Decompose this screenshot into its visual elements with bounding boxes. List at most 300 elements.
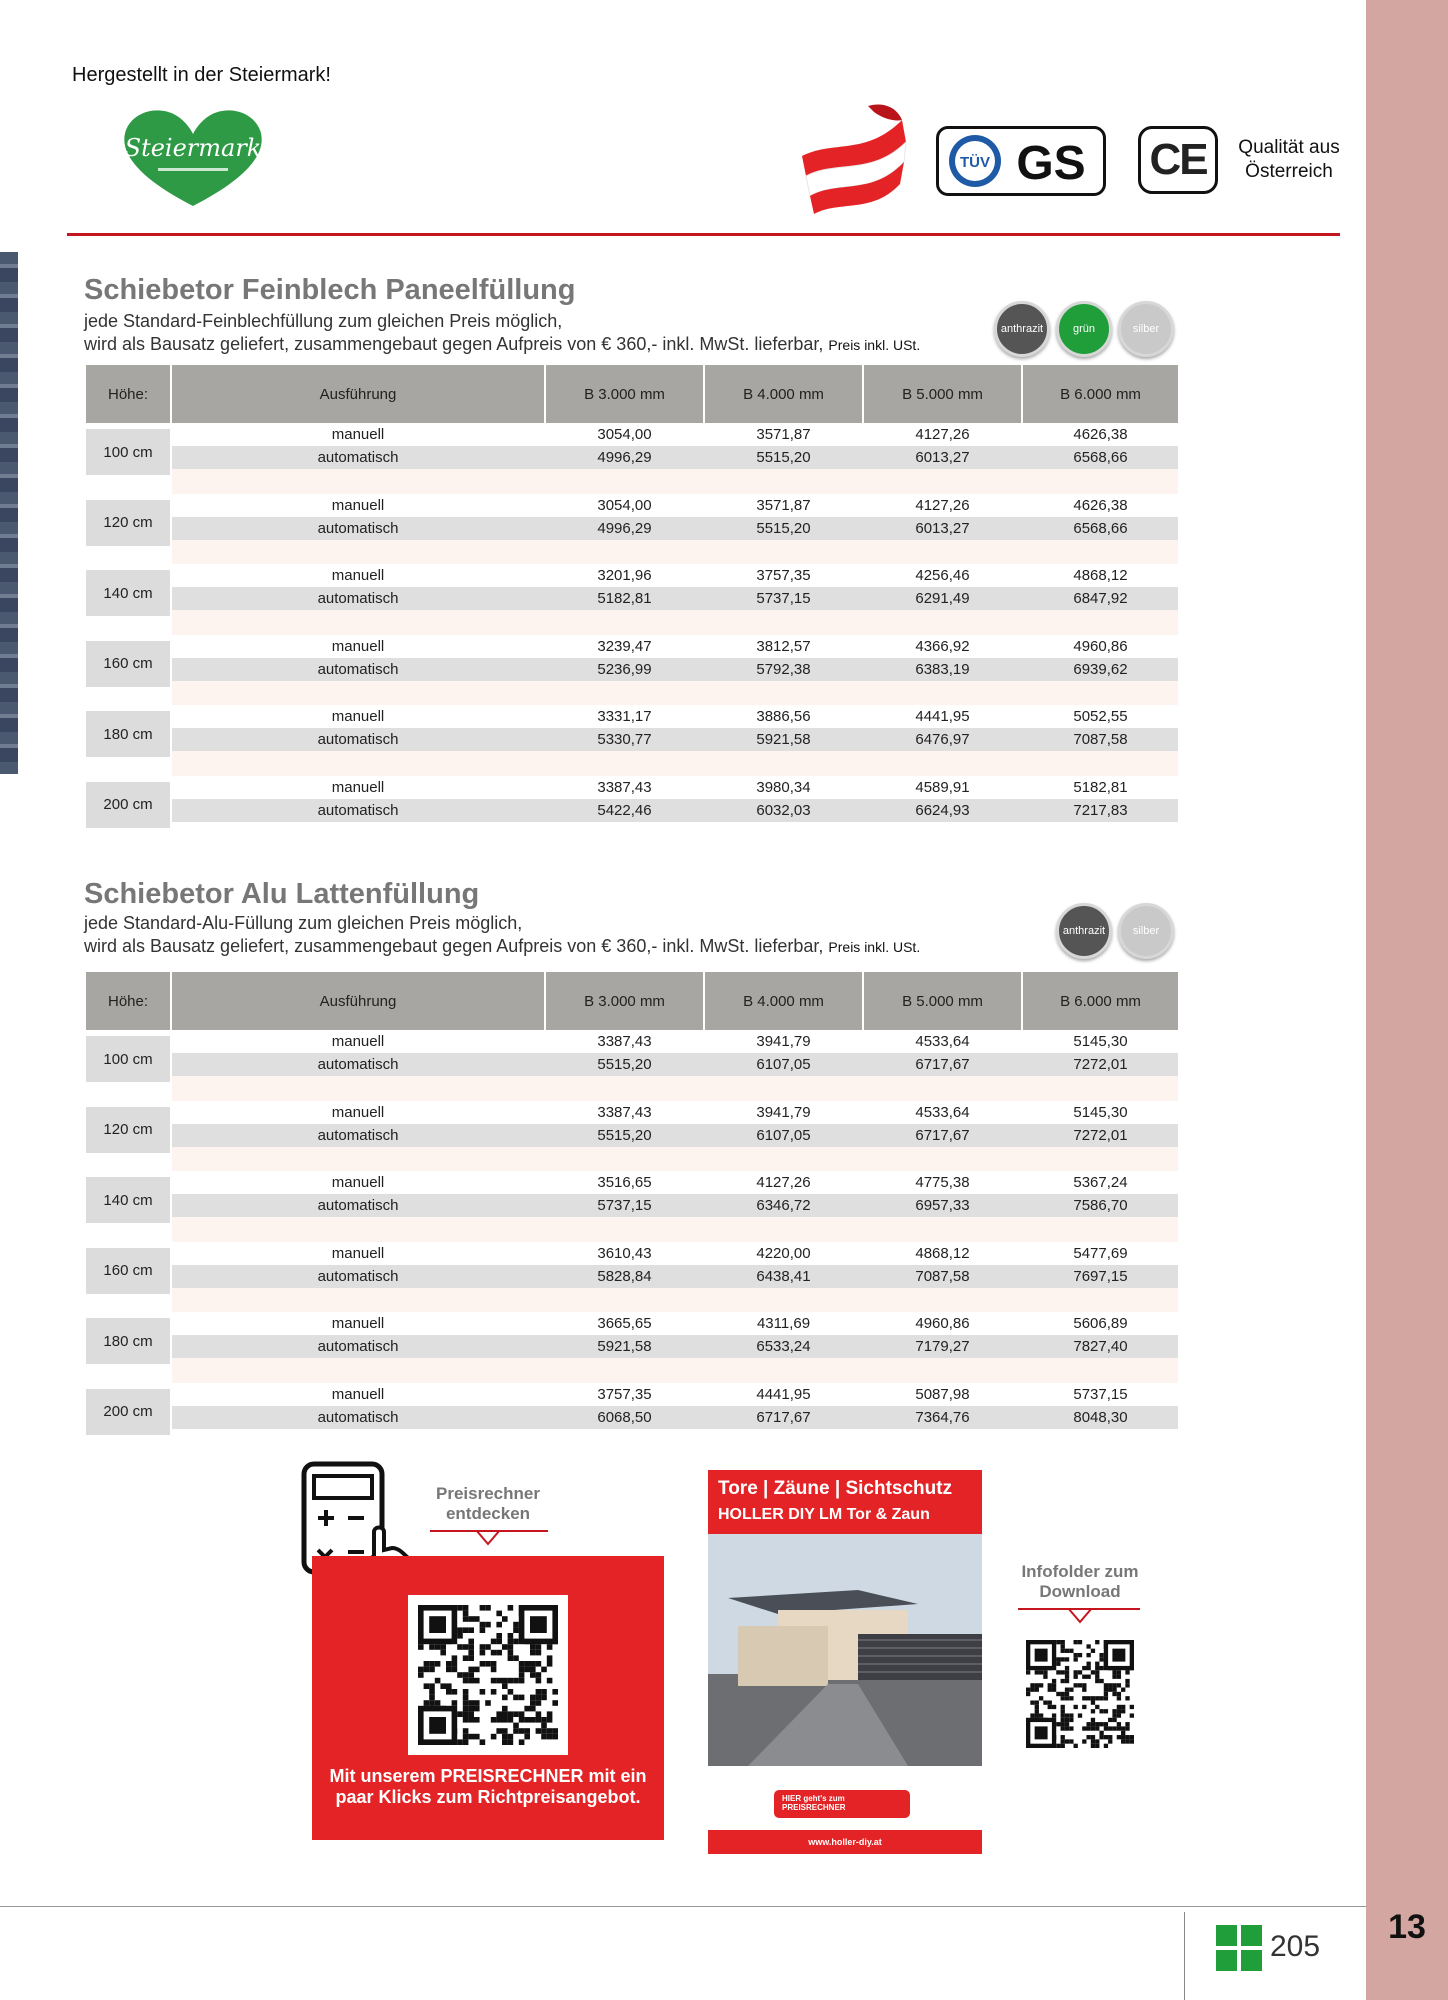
price-cell: 5606,89 — [1073, 1315, 1128, 1333]
qr-module — [452, 1655, 458, 1661]
qr-module — [1117, 1713, 1121, 1717]
qr-module — [1056, 1662, 1060, 1666]
qr-module — [1082, 1683, 1086, 1687]
qr-module — [463, 1605, 469, 1611]
qr-module — [1095, 1662, 1099, 1666]
qr-module — [1069, 1718, 1073, 1722]
table-row-manuell — [172, 1030, 1178, 1053]
qr-module — [463, 1734, 469, 1740]
height-cell — [86, 1030, 170, 1101]
qr-module — [1065, 1722, 1069, 1726]
preisrechner-callout-arrow — [476, 1530, 500, 1546]
ausfuehrung-cell: manuell — [331, 778, 385, 796]
qr-module — [1099, 1735, 1103, 1739]
row-spacer — [172, 1358, 1178, 1383]
qr-module — [502, 1717, 508, 1723]
qr-module — [1065, 1696, 1069, 1700]
infofolder-label: Infofolder zum Download — [1021, 1562, 1139, 1601]
price-cell: 5828,84 — [597, 1267, 652, 1285]
column-header-hoehe: Höhe: — [86, 972, 170, 1030]
price-cell: 7364,76 — [915, 1408, 970, 1426]
qr-module — [468, 1678, 474, 1684]
section1-sub-line1: jede Standard-Feinblechfüllung zum gleichen Preis möglich, — [84, 311, 563, 331]
qr-module — [1030, 1713, 1034, 1717]
qr-module — [468, 1639, 474, 1645]
qr-module — [468, 1734, 474, 1740]
qr-module — [440, 1650, 446, 1656]
swatch-anthrazit: anthrazit — [1056, 903, 1112, 959]
qr-module — [547, 1678, 553, 1684]
qr-module — [530, 1717, 536, 1723]
price-cell: 6957,33 — [915, 1197, 970, 1215]
table-row-automatisch — [172, 446, 1178, 469]
qr-module — [519, 1717, 525, 1723]
qr-module — [536, 1689, 542, 1695]
qr-module — [463, 1678, 469, 1684]
qr-module — [457, 1739, 463, 1745]
table-row-automatisch — [172, 1265, 1178, 1288]
qr-module — [1112, 1670, 1116, 1674]
qr-module — [1086, 1653, 1090, 1657]
price-cell: 4996,29 — [597, 519, 652, 537]
price-cell: 5921,58 — [756, 731, 811, 749]
price-cell: 6291,49 — [915, 590, 970, 608]
price-cell: 5182,81 — [597, 590, 652, 608]
qr-module — [1112, 1692, 1116, 1696]
qr-module — [1078, 1640, 1082, 1644]
right-color-band — [1366, 0, 1448, 2000]
qr-module — [552, 1734, 558, 1740]
price-cell: 3610,43 — [597, 1244, 652, 1262]
qr-module — [457, 1605, 463, 1611]
ausfuehrung-cell: automatisch — [317, 1056, 399, 1073]
qr-module — [1104, 1744, 1108, 1748]
qr-module — [1091, 1700, 1095, 1704]
qr-module — [1086, 1722, 1090, 1726]
qr-module — [1065, 1688, 1069, 1692]
swatch-anthrazit: anthrazit — [994, 301, 1050, 357]
qr-module — [1061, 1744, 1065, 1748]
qr-module — [1061, 1649, 1065, 1653]
qr-module — [1117, 1692, 1121, 1696]
table-row-automatisch — [172, 658, 1178, 681]
qr-module — [1061, 1679, 1065, 1683]
table-row-automatisch — [172, 1124, 1178, 1147]
qr-module — [1069, 1688, 1073, 1692]
qr-module — [457, 1711, 463, 1717]
qr-module — [429, 1661, 435, 1667]
preisrechner-qr-code[interactable] — [408, 1595, 568, 1755]
qr-module — [424, 1661, 430, 1667]
qr-module — [530, 1661, 536, 1667]
qr-module — [496, 1633, 502, 1639]
price-cell: 6013,27 — [915, 449, 970, 466]
qr-module — [457, 1627, 463, 1633]
qr-module — [418, 1644, 424, 1650]
qr-module — [1061, 1640, 1065, 1644]
qr-module — [1065, 1666, 1069, 1670]
qr-module — [1086, 1696, 1090, 1700]
footer-divider — [0, 1906, 1366, 1907]
price-cell: 4311,69 — [756, 1315, 811, 1333]
chapter-grid-icon — [1216, 1925, 1262, 1971]
qr-module — [508, 1655, 514, 1661]
qr-module — [1078, 1713, 1082, 1717]
row-spacer — [172, 1217, 1178, 1242]
ausfuehrung-cell: automatisch — [317, 1267, 399, 1285]
qr-module — [1117, 1705, 1121, 1709]
qr-module — [1086, 1644, 1090, 1648]
qr-module — [1074, 1657, 1078, 1661]
qr-module — [530, 1667, 536, 1673]
qr-module — [1061, 1735, 1065, 1739]
column-header-hoehe: Höhe: — [86, 365, 170, 423]
gs-mark: GS — [1016, 137, 1086, 190]
qr-module — [1082, 1726, 1086, 1730]
price-cell: 7087,58 — [1073, 731, 1128, 749]
qr-module — [1061, 1644, 1065, 1648]
qr-module — [429, 1717, 446, 1734]
price-cell: 6847,92 — [1073, 590, 1128, 608]
preisrechner-label: Preisrechner entdecken — [436, 1484, 540, 1523]
qr-module — [513, 1639, 519, 1645]
qr-module — [508, 1717, 514, 1723]
qr-module — [480, 1627, 486, 1633]
qr-module — [468, 1717, 474, 1723]
price-cell: 7586,70 — [1073, 1197, 1128, 1215]
qr-module — [1048, 1700, 1052, 1704]
qr-module — [1035, 1705, 1039, 1709]
column-header-b5: B 5.000 mm — [864, 972, 1021, 1030]
price-cell: 5737,15 — [756, 590, 811, 608]
ausfuehrung-cell: automatisch — [317, 519, 399, 537]
qr-module — [513, 1728, 519, 1734]
price-cell: 7697,15 — [1073, 1267, 1128, 1285]
qr-module — [485, 1605, 491, 1611]
column-header-b6: B 6.000 mm — [1023, 972, 1178, 1030]
qr-module — [452, 1689, 458, 1695]
qr-module — [1104, 1735, 1108, 1739]
house-gate-photo — [708, 1534, 982, 1766]
qr-module — [474, 1717, 480, 1723]
qr-module — [513, 1627, 519, 1633]
price-cell: 4589,91 — [915, 778, 970, 796]
table-row-automatisch — [172, 517, 1178, 540]
ausfuehrung-cell: manuell — [331, 567, 385, 585]
table-row-automatisch — [172, 1053, 1178, 1076]
tuv-mark: TÜV — [960, 154, 990, 171]
qr-module — [468, 1616, 474, 1622]
price-cell: 4996,29 — [597, 449, 652, 466]
qr-module — [435, 1644, 441, 1650]
qr-module — [1091, 1744, 1095, 1748]
qr-module — [1052, 1705, 1056, 1709]
qr-module — [1091, 1726, 1095, 1730]
price-cell: 6717,67 — [915, 1056, 970, 1073]
qr-module — [552, 1700, 558, 1706]
price-cell: 3980,34 — [756, 778, 811, 796]
qr-module — [1061, 1709, 1065, 1713]
qr-module — [536, 1672, 542, 1678]
qr-module — [1086, 1675, 1090, 1679]
tuv-gs-certificate — [936, 126, 1106, 196]
price-cell: 3571,87 — [756, 496, 811, 514]
price-cell: 5367,24 — [1073, 1174, 1128, 1192]
qr-module — [1048, 1705, 1052, 1709]
qr-module — [1130, 1739, 1134, 1743]
qr-module — [1086, 1726, 1090, 1730]
price-cell: 5921,58 — [597, 1338, 652, 1356]
price-cell: 7087,58 — [915, 1267, 970, 1285]
qr-module — [1039, 1683, 1043, 1687]
column-header-b5: B 5.000 mm — [864, 365, 1021, 423]
qr-module — [1095, 1726, 1099, 1730]
qr-module — [1117, 1709, 1121, 1713]
qr-module — [1112, 1688, 1116, 1692]
qr-module — [1095, 1679, 1099, 1683]
qr-module — [1035, 1670, 1039, 1674]
qr-module — [463, 1672, 469, 1678]
price-cell: 4220,00 — [756, 1244, 811, 1262]
height-cell — [86, 1171, 170, 1242]
qr-module — [536, 1728, 542, 1734]
table-row-manuell — [172, 564, 1178, 587]
section2-sub-line1: jede Standard-Alu-Füllung zum gleichen Preis möglich, — [84, 913, 523, 933]
qr-module — [1056, 1657, 1060, 1661]
ausfuehrung-cell: manuell — [331, 1315, 385, 1333]
qr-module — [547, 1728, 553, 1734]
qr-module — [463, 1739, 469, 1745]
price-cell: 8048,30 — [1073, 1408, 1128, 1426]
price-cell: 6068,50 — [597, 1408, 652, 1426]
qr-module — [1095, 1640, 1099, 1644]
qr-module — [1065, 1739, 1069, 1743]
qr-module — [491, 1689, 497, 1695]
qr-module — [480, 1650, 486, 1656]
qr-module — [463, 1616, 469, 1622]
qr-module — [468, 1650, 474, 1656]
qr-module — [435, 1661, 441, 1667]
qr-module — [457, 1672, 463, 1678]
height-cell — [86, 1242, 170, 1313]
qr-module — [508, 1639, 514, 1645]
price-cell: 4775,38 — [915, 1174, 970, 1192]
qr-module — [536, 1711, 542, 1717]
qr-module — [480, 1739, 486, 1745]
qr-module — [1074, 1705, 1078, 1709]
price-cell: 7217,83 — [1073, 801, 1128, 819]
price-cell: 6533,24 — [756, 1338, 811, 1356]
price-cell: 3665,65 — [597, 1315, 652, 1333]
qr-module — [552, 1728, 558, 1734]
qr-module — [508, 1734, 514, 1740]
qr-module — [452, 1667, 458, 1673]
qr-module — [1043, 1670, 1047, 1674]
table-row-automatisch — [172, 799, 1178, 822]
qr-module — [496, 1611, 502, 1617]
qr-module — [502, 1644, 508, 1650]
qr-module — [513, 1723, 519, 1729]
qr-module — [1065, 1675, 1069, 1679]
qr-module — [1030, 1700, 1034, 1704]
height-group — [86, 776, 1178, 847]
left-photo-strip — [0, 252, 18, 774]
folder-brand: HOLLER DIY LM Tor & Zaun — [718, 1506, 930, 1523]
qr-module — [513, 1695, 519, 1701]
price-cell: 6438,41 — [756, 1267, 811, 1285]
qr-module — [1095, 1666, 1099, 1670]
qr-module — [468, 1700, 474, 1706]
qr-module — [541, 1689, 547, 1695]
ausfuehrung-cell: automatisch — [317, 1197, 399, 1215]
qr-module — [1043, 1675, 1047, 1679]
qr-module — [547, 1661, 553, 1667]
qr-module — [502, 1678, 508, 1684]
qr-module — [496, 1650, 502, 1656]
qr-module — [541, 1728, 547, 1734]
price-cell: 5515,20 — [756, 519, 811, 537]
qr-module — [1074, 1670, 1078, 1674]
qr-module — [446, 1689, 452, 1695]
table-row-manuell — [172, 423, 1178, 446]
qr-module — [1095, 1675, 1099, 1679]
qr-module — [524, 1706, 530, 1712]
qr-module — [547, 1655, 553, 1661]
qr-module — [1082, 1666, 1086, 1670]
column-header-b4: B 4.000 mm — [705, 972, 862, 1030]
qr-module — [1125, 1735, 1129, 1739]
price-cell: 3201,96 — [597, 567, 652, 585]
qr-module — [1095, 1739, 1099, 1743]
table-row-automatisch — [172, 587, 1178, 610]
qr-module — [463, 1706, 469, 1712]
qr-module — [1108, 1739, 1112, 1743]
qr-module — [1061, 1739, 1065, 1743]
qr-module — [463, 1711, 469, 1717]
price-cell: 4127,26 — [756, 1174, 811, 1192]
qr-module — [1056, 1640, 1060, 1644]
qr-module — [541, 1734, 547, 1740]
table-row-automatisch — [172, 1335, 1178, 1358]
qr-module — [1117, 1683, 1121, 1687]
qr-module — [519, 1728, 525, 1734]
folder-url[interactable]: www.holler-diy.at — [708, 1830, 982, 1854]
qr-module — [418, 1667, 424, 1673]
qr-module — [429, 1695, 435, 1701]
qr-module — [474, 1678, 480, 1684]
price-cell: 4626,38 — [1073, 496, 1128, 514]
price-cell: 5792,38 — [756, 660, 811, 678]
column-header-b3: B 3.000 mm — [546, 365, 703, 423]
infofolder-cover[interactable] — [708, 1470, 982, 1854]
qr-module — [435, 1678, 441, 1684]
qr-module — [513, 1622, 519, 1628]
ausfuehrung-cell: automatisch — [317, 660, 399, 678]
price-cell: 7272,01 — [1073, 1126, 1128, 1144]
qr-module — [1069, 1713, 1073, 1717]
qr-module — [1091, 1735, 1095, 1739]
qr-module — [1052, 1683, 1056, 1687]
section2-subtitle — [84, 912, 920, 959]
page-number: 205 — [1270, 1930, 1321, 1963]
qr-module — [1125, 1739, 1129, 1743]
qr-module — [1065, 1679, 1069, 1683]
height-cell — [86, 705, 170, 776]
row-spacer — [172, 1288, 1178, 1313]
qr-module — [480, 1644, 486, 1650]
qr-module — [536, 1695, 542, 1701]
ausfuehrung-cell: manuell — [331, 426, 385, 443]
height-group — [86, 564, 1178, 635]
qr-module — [463, 1695, 469, 1701]
qr-module — [1069, 1696, 1073, 1700]
price-cell: 5182,81 — [1073, 778, 1128, 796]
qr-module — [1069, 1649, 1073, 1653]
qr-module — [1082, 1675, 1086, 1679]
height-label: 140 cm — [86, 570, 170, 616]
qr-module — [1078, 1683, 1082, 1687]
qr-module — [1056, 1670, 1060, 1674]
qr-module — [1099, 1722, 1103, 1726]
qr-module — [1056, 1744, 1060, 1748]
qr-module — [508, 1605, 514, 1611]
section1-color-swatches — [994, 301, 1174, 357]
qr-module — [1091, 1696, 1095, 1700]
qr-module — [1061, 1722, 1065, 1726]
price-cell: 3571,87 — [756, 426, 811, 443]
row-spacer — [172, 681, 1178, 706]
qr-module — [1061, 1713, 1065, 1717]
qr-module — [468, 1644, 474, 1650]
qr-module — [1108, 1718, 1112, 1722]
qr-module — [1069, 1726, 1073, 1730]
table-row-manuell — [172, 494, 1178, 517]
table-row-manuell — [172, 1171, 1178, 1194]
infofolder-qr-code[interactable] — [1024, 1638, 1136, 1750]
ausfuehrung-cell: automatisch — [317, 801, 399, 819]
height-group — [86, 1171, 1178, 1242]
qr-module — [446, 1667, 452, 1673]
qr-module — [1117, 1696, 1121, 1700]
price-cell: 6032,03 — [756, 801, 811, 819]
price-cell: 3886,56 — [756, 708, 811, 726]
qr-module — [1091, 1739, 1095, 1743]
qr-module — [1065, 1649, 1069, 1653]
price-cell: 3387,43 — [597, 1033, 652, 1050]
qr-module — [519, 1661, 525, 1667]
qr-module — [1095, 1705, 1099, 1709]
qr-module — [1121, 1726, 1125, 1730]
price-cell: 7272,01 — [1073, 1056, 1128, 1073]
qr-module — [468, 1655, 474, 1661]
qr-module — [1039, 1696, 1043, 1700]
qr-module — [474, 1700, 480, 1706]
swatch-silber: silber — [1118, 903, 1174, 959]
price-cell: 3054,00 — [597, 496, 652, 514]
qr-module — [468, 1706, 474, 1712]
height-group — [86, 494, 1178, 565]
section2-price-note: Preis inkl. USt. — [828, 939, 921, 955]
qr-module — [1112, 1683, 1116, 1687]
qr-module — [485, 1622, 491, 1628]
qr-module — [524, 1717, 530, 1723]
section1-title: Schiebetor Feinblech Paneelfüllung — [84, 274, 576, 306]
height-cell — [86, 635, 170, 706]
qr-module — [1074, 1675, 1078, 1679]
height-label: 140 cm — [86, 1177, 170, 1223]
qr-module — [1130, 1713, 1134, 1717]
table-row-manuell — [172, 1312, 1178, 1335]
